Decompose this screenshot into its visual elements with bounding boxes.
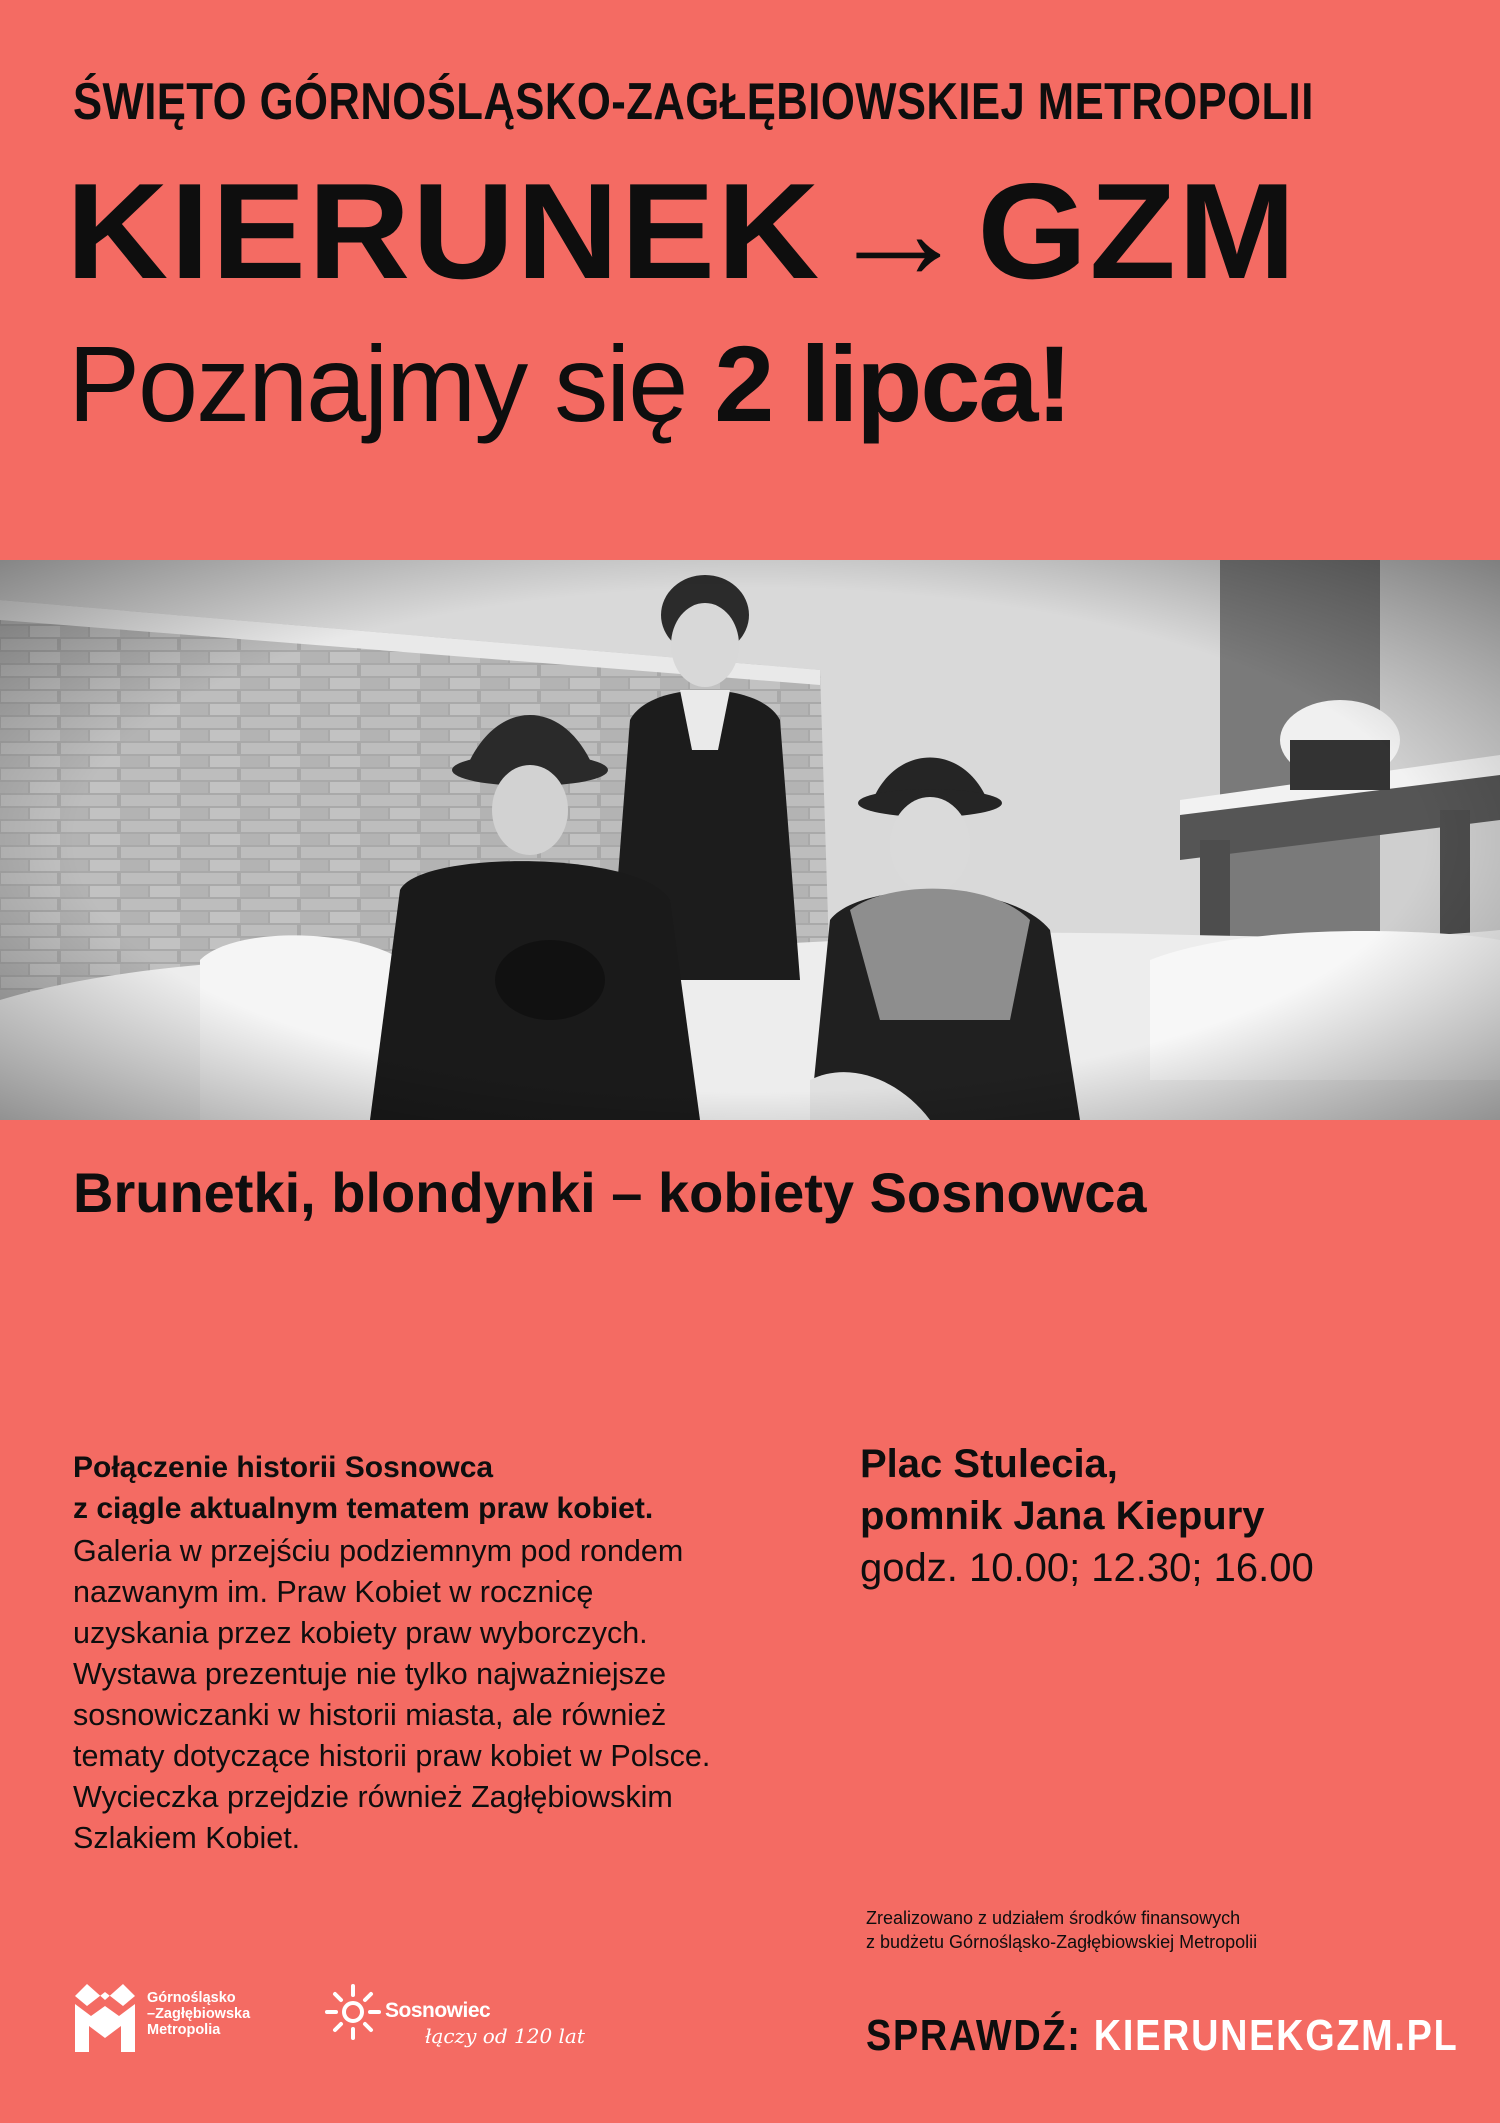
- event-lead-line: Połączenie historii Sosnowca: [73, 1451, 494, 1484]
- sosnowiec-logo-name: Sosnowiec: [385, 1999, 491, 2022]
- description-line: Galeria w przejściu podziemnym pod rondem: [73, 1534, 684, 1568]
- event-lead: [73, 1447, 833, 1529]
- description-line: tematy dotyczące historii praw kobiet w Polsce.: [73, 1739, 711, 1773]
- tagline-date: 2 lipca!: [714, 323, 1071, 444]
- tagline-prefix: Poznajmy się: [68, 323, 687, 444]
- event-title: Brunetki, blondynki – kobiety Sosnowca: [73, 1161, 1147, 1224]
- funding-note: [866, 1906, 1426, 1954]
- brand-left: KIERUNEK: [66, 155, 822, 307]
- description-line: Szlakiem Kobiet.: [73, 1821, 301, 1855]
- gzm-logo-line: Górnośląsko: [147, 1990, 236, 2006]
- venue-line: Plac Stulecia,: [860, 1442, 1118, 1486]
- historic-photo-three-women-icon: [0, 560, 1500, 1120]
- description-line: sosnowiczanki w historii miasta, ale również: [73, 1698, 667, 1732]
- event-times: godz. 10.00; 12.30; 16.00: [860, 1546, 1314, 1590]
- sosnowiec-logo-slogan: łączy od 120 lat: [425, 2024, 585, 2048]
- funding-line: Zrealizowano z udziałem środków finansowych: [866, 1908, 1241, 1928]
- description-line: uzyskania przez kobiety praw wyborczych.: [73, 1616, 648, 1650]
- arrow-right-icon: →: [827, 155, 972, 307]
- event-name-heading: ŚWIĘTO GÓRNOŚLĄSKO-ZAGŁĘBIOWSKIEJ METROPOLII: [73, 73, 1314, 131]
- cta-url-link[interactable]: KIERUNEKGZM.PL: [1093, 2011, 1459, 2060]
- gzm-logo-line: –Zagłębiowska: [147, 2006, 251, 2022]
- cta-label: SPRAWDŹ:: [866, 2011, 1082, 2060]
- brand-right: GZM: [977, 155, 1298, 307]
- description-line: Wystawa prezentuje nie tylko najważniejsze: [73, 1657, 667, 1691]
- description-line: nazwanym im. Praw Kobiet w rocznicę: [73, 1575, 594, 1609]
- sosnowiec-logo: [325, 1982, 585, 2062]
- gzm-logo: [73, 1982, 303, 2052]
- brand-title: [66, 155, 1298, 307]
- event-lead-line: z ciągle aktualnym tematem praw kobiet.: [73, 1492, 654, 1525]
- venue-line: pomnik Jana Kiepury: [860, 1494, 1265, 1538]
- event-venue: [860, 1438, 1460, 1594]
- gzm-logo-line: Metropolia: [147, 2022, 221, 2038]
- funding-line: z budżetu Górnośląsko-Zagłębiowskiej Metropolii: [866, 1932, 1258, 1952]
- gzm-logo-text: [147, 1990, 307, 2038]
- description-line: Wycieczka przejdzie również Zagłębiowskim: [73, 1780, 673, 1814]
- sun-icon: [325, 1982, 385, 2042]
- website-cta[interactable]: [866, 2011, 1458, 2061]
- tagline: [68, 323, 1071, 444]
- event-description: [73, 1531, 843, 1859]
- historic-photo: [0, 560, 1500, 1120]
- gzm-logo-icon: [73, 1982, 137, 2052]
